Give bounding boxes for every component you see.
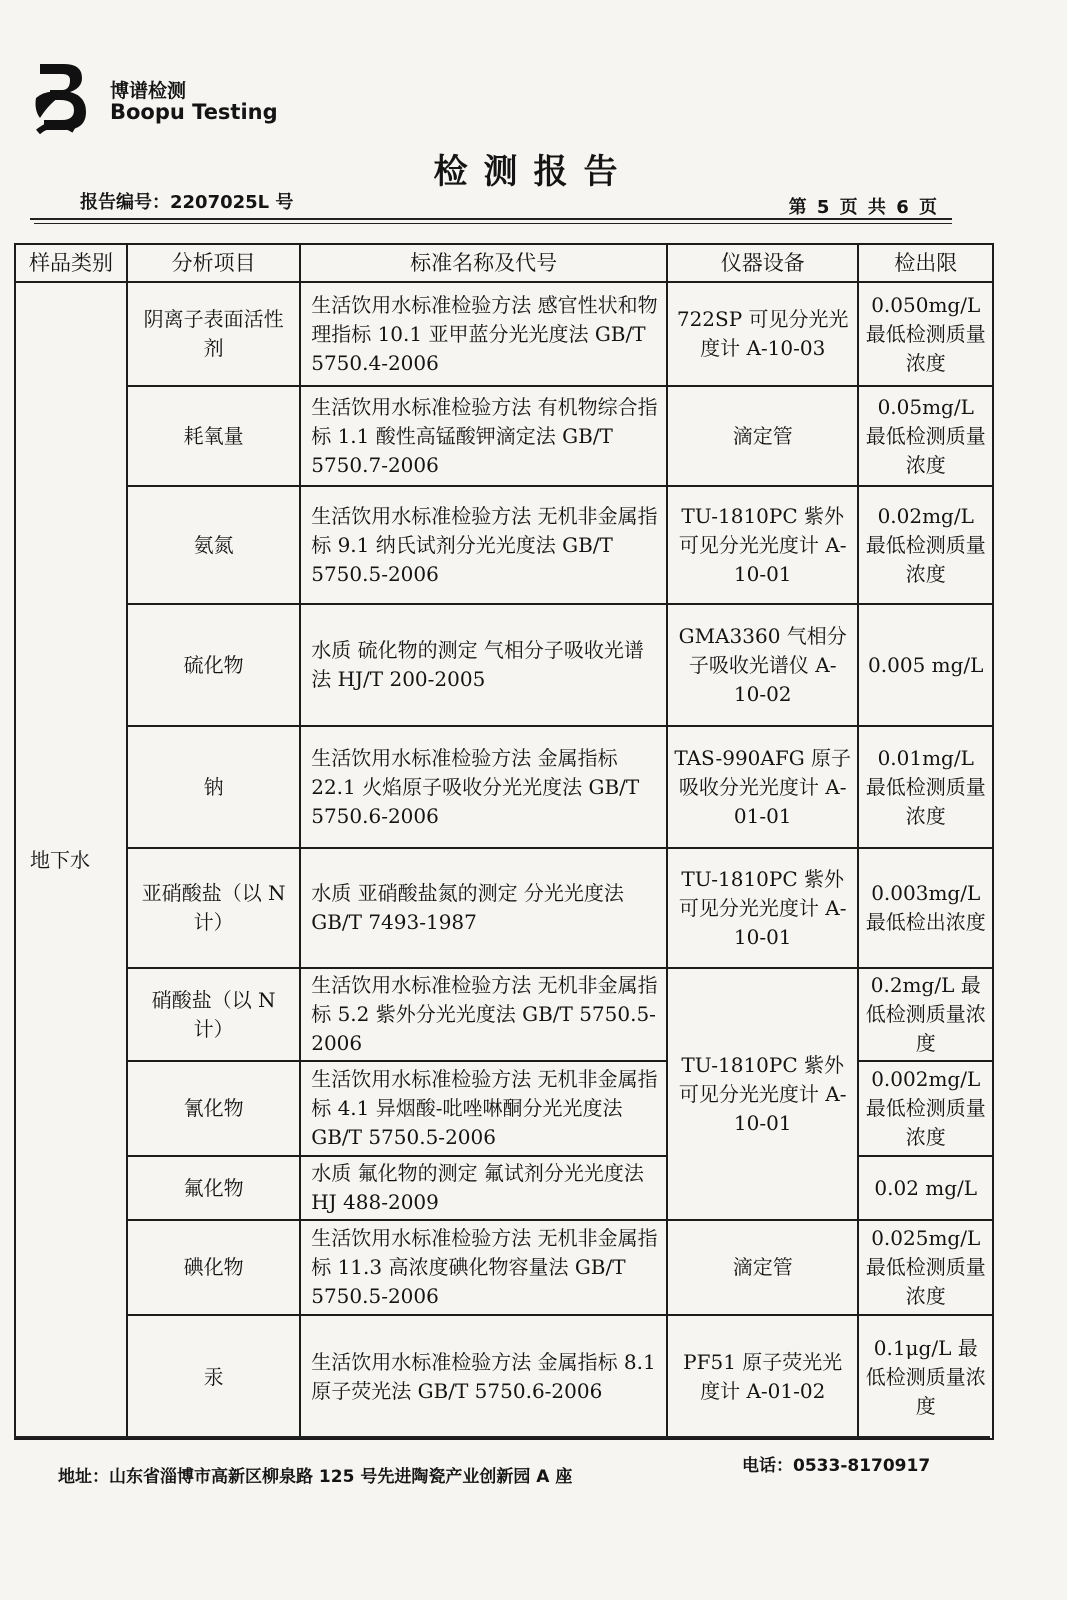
table-row (15, 1220, 993, 1315)
analysis-item: 阴离子表面活性剂 (127, 282, 300, 386)
table-row (15, 282, 993, 386)
phone: 电话：0533-8170917 (742, 1456, 931, 1476)
limit-cell: 0.050mg/L 最低检测质量浓度 (858, 282, 993, 386)
instrument-cell: TU-1810PC 紫外可见分光光度计 A-10-01 (667, 848, 859, 968)
standard-cell: 生活饮用水标准检验方法 金属指标 8.1 原子荧光法 GB/T 5750.6-2006 (300, 1315, 667, 1439)
boopu-logo (34, 58, 92, 136)
table-row (15, 1315, 993, 1439)
test-method-table (14, 243, 994, 1440)
analysis-item: 碘化物 (127, 1220, 300, 1315)
limit-cell: 0.1μg/L 最低检测质量浓度 (858, 1315, 993, 1439)
brand-name-cn: 博谱检测 (110, 80, 187, 102)
page-info: 第 5 页 共 6 页 (788, 197, 939, 218)
instrument-cell: TU-1810PC 紫外可见分光光度计 A-10-01 (667, 486, 859, 604)
document-title: 检测报告 (433, 152, 634, 192)
header-standard: 标准名称及代号 (300, 244, 667, 282)
standard-cell: 生活饮用水标准检验方法 金属指标 22.1 火焰原子吸收分光光度法 GB/T 5750.6-2006 (300, 726, 667, 848)
instrument-cell: TAS-990AFG 原子吸收分光光度计 A-01-01 (667, 726, 859, 848)
instrument-cell: PF51 原子荧光光度计 A-01-02 (667, 1315, 859, 1439)
standard-cell: 生活饮用水标准检验方法 无机非金属指标 9.1 纳氏试剂分光光度法 GB/T 5750.5-2006 (300, 486, 667, 604)
analysis-item: 硫化物 (127, 604, 300, 726)
limit-cell: 0.002mg/L 最低检测质量浓度 (858, 1061, 993, 1156)
analysis-item: 氟化物 (127, 1156, 300, 1220)
header-sample-category: 样品类别 (15, 244, 127, 282)
analysis-item: 钠 (127, 726, 300, 848)
sample-category-cell: 地下水 (15, 282, 127, 1439)
instrument-cell: 滴定管 (667, 1220, 859, 1315)
table-row (15, 604, 993, 726)
analysis-item: 亚硝酸盐（以 N 计） (127, 848, 300, 968)
address: 地址：山东省淄博市高新区柳泉路 125 号先进陶瓷产业创新园 A 座 (58, 1467, 573, 1487)
limit-cell: 0.005 mg/L (858, 604, 993, 726)
limit-cell: 0.05mg/L 最低检测质量浓度 (858, 386, 993, 486)
analysis-item: 硝酸盐（以 N 计） (127, 968, 300, 1061)
limit-cell: 0.02mg/L 最低检测质量浓度 (858, 486, 993, 604)
header-detection-limit: 检出限 (858, 244, 993, 282)
header-instrument: 仪器设备 (667, 244, 859, 282)
standard-cell: 生活饮用水标准检验方法 无机非金属指标 11.3 高浓度碘化物容量法 GB/T 5750.5-2006 (300, 1220, 667, 1315)
report-number: 报告编号：2207025L 号 (80, 192, 294, 213)
limit-cell: 0.003mg/L 最低检出浓度 (858, 848, 993, 968)
limit-cell: 0.01mg/L 最低检测质量浓度 (858, 726, 993, 848)
standard-cell: 水质 氟化物的测定 氟试剂分光光度法 HJ 488-2009 (300, 1156, 667, 1220)
table-row (15, 848, 993, 968)
standard-cell: 生活饮用水标准检验方法 有机物综合指标 1.1 酸性高锰酸钾滴定法 GB/T 5750.7-2006 (300, 386, 667, 486)
table-row (15, 726, 993, 848)
standard-cell: 生活饮用水标准检验方法 无机非金属指标 5.2 紫外分光光度法 GB/T 5750.5-2006 (300, 968, 667, 1061)
brand-name-en: Boopu Testing (110, 100, 278, 124)
analysis-item: 氰化物 (127, 1061, 300, 1156)
footer-rule (14, 1436, 990, 1438)
analysis-item: 耗氧量 (127, 386, 300, 486)
table-row (15, 386, 993, 486)
limit-cell: 0.2mg/L 最低检测质量浓度 (858, 968, 993, 1061)
table-header-row (15, 244, 993, 282)
table-row (15, 486, 993, 604)
analysis-item: 汞 (127, 1315, 300, 1439)
header-analysis-item: 分析项目 (127, 244, 300, 282)
table-row (15, 968, 993, 1061)
header-rule-thin (34, 223, 952, 224)
instrument-cell: 滴定管 (667, 386, 859, 486)
standard-cell: 水质 亚硝酸盐氮的测定 分光光度法 GB/T 7493-1987 (300, 848, 667, 968)
analysis-item: 氨氮 (127, 486, 300, 604)
standard-cell: 生活饮用水标准检验方法 无机非金属指标 4.1 异烟酸-吡唑啉酮分光光度法 GB/T 5750.5-2006 (300, 1061, 667, 1156)
limit-cell: 0.025mg/L 最低检测质量浓度 (858, 1220, 993, 1315)
instrument-cell: 722SP 可见分光光度计 A-10-03 (667, 282, 859, 386)
standard-cell: 水质 硫化物的测定 气相分子吸收光谱法 HJ/T 200-2005 (300, 604, 667, 726)
instrument-cell: GMA3360 气相分子吸收光谱仪 A-10-02 (667, 604, 859, 726)
instrument-cell-merged: TU-1810PC 紫外可见分光光度计 A-10-01 (667, 968, 859, 1220)
standard-cell: 生活饮用水标准检验方法 感官性状和物理指标 10.1 亚甲蓝分光光度法 GB/T 5750.4-2006 (300, 282, 667, 386)
limit-cell: 0.02 mg/L (858, 1156, 993, 1220)
header-rule (30, 218, 952, 220)
